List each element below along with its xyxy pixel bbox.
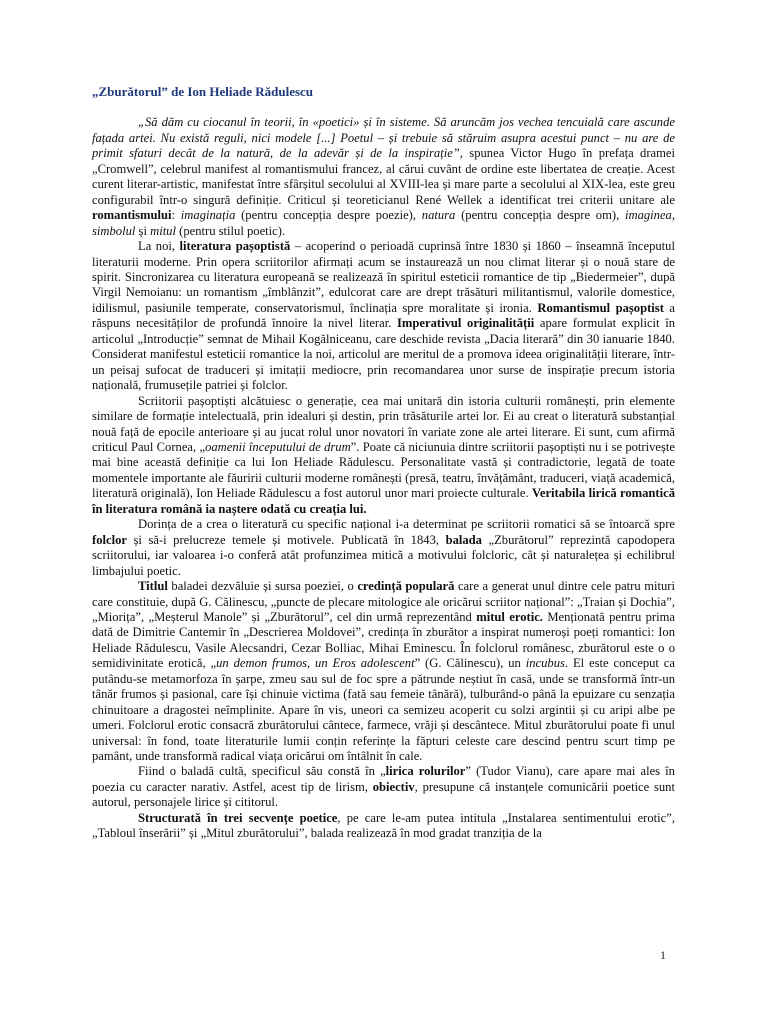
bold-text: Titlul: [138, 579, 168, 594]
paragraph: [92, 517, 675, 579]
bold-text: romantismului: [92, 208, 172, 223]
document-body: [92, 115, 675, 841]
bold-text: balada: [445, 532, 482, 547]
bold-text: Structurată în trei secvențe poetice: [138, 810, 338, 825]
italic-text: imaginația: [180, 208, 236, 223]
text-run: Dorința de a crea o literatură cu specific național i-a determinat pe scriitorii romatici să se întoarcă spre: [138, 517, 675, 532]
text-run: (pentru stilul poetic).: [175, 223, 286, 238]
text-run: apare formulat explicit în articolul „Introducție” semnat de Mihail Kogălniceanu, care deschide revista „Dacia literară” din 30 ianuarie 1840. Considerat manifestul esteticii romantice la noi, articolul are meritul de a promova ideea originalității literare, într-un peisaj sufocat de traduceri și imitații mediocre, prin recomandarea unor surse de inspirație precum istoria națională, frumusețile patriei și folclor.: [92, 316, 675, 393]
document-title: „Zburătorul” de Ion Heliade Rădulescu: [92, 84, 314, 99]
italic-text: oamenii începutului de drum: [205, 439, 351, 454]
bold-text: literatura pașoptistă: [179, 239, 291, 254]
italic-text: mitul: [150, 223, 176, 238]
text-run: care a generat unul dintre cele patru mituri care constituie, după G. Călinescu, „puncte de plecare mitologice ale oricărui scriitor național”: „Traian și Dochia”, „Miorița”, „Meșterul Manole” și „Zburătorul”, cel din urmă reprezentând: [92, 579, 675, 624]
bold-text: credință populară: [357, 579, 455, 594]
text-run: (pentru concepția despre poezie),: [235, 208, 422, 223]
text-run: și să-i prelucreze temele și motivele. Publicată în 1843,: [126, 532, 446, 547]
text-run: Scriitorii pașoptiști alcătuiesc o generație, cea mai unitară din istoria culturii românești, prin elemente similare de formație intelectuală, prin idealuri și destin, prin trăsăturile artei lor. Ei au creat o literatură substanțial nouă față de epocile anterioare și au jucat rolul unor novatori în variate zone ale artei literare. Ei sunt, cum afirmă criticul Paul Cornea, „: [92, 393, 675, 454]
text-run: „Zburătorul” reprezintă capodopera scriitorului, iar valoarea i-o conferă atât profunzimea mitică a motivului folcloric, cât și naturalețea și echilibrul limbajului poetic.: [92, 532, 675, 578]
text-run: , pe care le-am putea intitula „Instalarea sentimentului erotic”, „Tabloul înserării” și „Mitul zburătorului”, balada realizează în mod gradat tranziția de la: [92, 810, 675, 841]
text-run: , spunea Victor Hugo în prefața dramei „Cromwell”, celebrul manifest al romantismului francez, al cărui cuvânt de ordine este libertatea de creație. Acest curent literar-artistic, manifestat între sfârșitul secolului al XVIII-lea și mare parte a secolului al XIX-lea, este greu configurabil într-o singură definiție. Criticul și teoreticianul René Wellek a identificat trei criterii unitare ale: [92, 146, 676, 207]
paragraph: [92, 115, 675, 239]
text-run: . El este conceput ca putându-se metamorfoza în șarpe, zmeu sau sul de foc spre a pătrunde neștiut în casă, unde se transformă într-un tânăr frumos și pasional, care își chinuie victima (fată sau femeie tânără), tulburând-o până la epuizare cu senzația chinuitoare a dragostei neîmplinite. Apare în vis, uneori ca semizeu acoperit cu solzi argintii și cu aripi albe pe umeri. Folclorul erotic consacră zburătorului cântece, farmece, vrăji și descântece. Mitul zburătorului poate fi unul universal: în fond, toate literaturile lumii conțin referințe la făpturi celeste care descind pentru scurt timp pe pamânt, unde transformă radical viața oricărui om întâlnit în cale.: [92, 656, 675, 764]
bold-text: obiectiv: [372, 779, 415, 794]
page-number: 1: [660, 948, 666, 962]
text-run: Menționată pentru prima dată de Dimitrie Cantemir în „Descrierea Moldovei”, credința în zburător a inspirat numeroși poeți romantici: Ion Heliade Rădulescu, Vasile Alecsandri, Cezar Bolliac, Mihai Eminescu. În folclorul românesc, zburătorul este o o semidivinitate erotică, „: [92, 609, 675, 671]
text-run: :: [171, 208, 181, 223]
text-run: Fiind o baladă cultă, specificul său constă în „: [138, 764, 386, 779]
bold-text: folclor: [92, 532, 127, 547]
text-run: La noi,: [138, 239, 180, 254]
bold-text: lirica rolurilor: [385, 764, 466, 779]
text-run: (pentru concepția despre om),: [455, 208, 625, 223]
bold-text: Veritabila lirică romantică în literatura română ia naștere odată cu creația lui.: [92, 486, 675, 516]
text-run: a răspuns necesităților de profundă înnoire la nivel literar.: [92, 300, 675, 331]
paragraph: [92, 764, 675, 810]
text-run: – acoperind o perioadă cuprinsă între 1830 și 1860 – înseamnă începutul literaturii moderne. Prin opera scriitorilor afirmați acum se instaurează un nou climat literar și o nouă stare de spirit. Sincronizarea cu literatura europeană se realizează în spiritul esteticii romantice de tip „Biedermeier”, după Virgil Nemoianu: un romantism „îmblânzit”, edulcorat care are drept trăsături militantismul, valorile domestice, idilismul, pasiunile temperate, conservatorismul, înclinația spre moralitate și ironia.: [92, 239, 675, 315]
bold-text: Imperativul originalității: [397, 316, 535, 331]
text-run: ” (G. Călinescu), un: [414, 656, 526, 671]
italic-text: natura: [421, 208, 456, 223]
text-run: baladei dezvăluie și sursa poeziei, o: [167, 579, 358, 594]
italic-text: incubus: [525, 656, 565, 671]
bold-text: Romantismul pașoptist: [537, 300, 664, 315]
text-run: , presupune că instanțele comunicării poetice sunt autorul, personajele lirice și cititorul.: [92, 779, 675, 810]
paragraph: [92, 811, 675, 842]
text-run: ”. Poate că niciunuia dintre scriitorii pașoptiști nu i se potrivește mai bine această definiție ca lui Ion Heliade Rădulescu. Personalitate vastă și contradictorie, legată de toate momentele importante ale făuririi culturii moderne românești (presă, teatru, învățământ, traduceri, viață academică, literatură originală), Ion Heliade Rădulescu a fost autorul unor mari proiecte culturale.: [92, 439, 675, 501]
italic-text: „Să dăm cu ciocanul în teorii, în «poetici» și în sisteme. Să aruncăm jos vechea tencuială care ascunde fațada artei. Nu există reguli, nici modele [...] Poetul – și trebuie să stăruim asupra acestui punct – nu are de primit sfaturi decât de la natură, de la adevăr și de la inspirație”: [92, 115, 675, 161]
bold-text: mitul erotic.: [476, 609, 543, 624]
text-run: ” (Tudor Vianu), care apare mai ales în poezia cu caracter narativ. Astfel, acest tip de lirism,: [92, 764, 675, 794]
paragraph: [92, 239, 675, 394]
italic-text: imaginea, simbolul: [92, 208, 675, 238]
italic-text: un demon frumos, un Eros adolescent: [216, 656, 415, 671]
document-page: [92, 84, 675, 842]
paragraph: [92, 579, 675, 764]
paragraph: [92, 394, 675, 518]
text-run: și: [135, 223, 151, 238]
